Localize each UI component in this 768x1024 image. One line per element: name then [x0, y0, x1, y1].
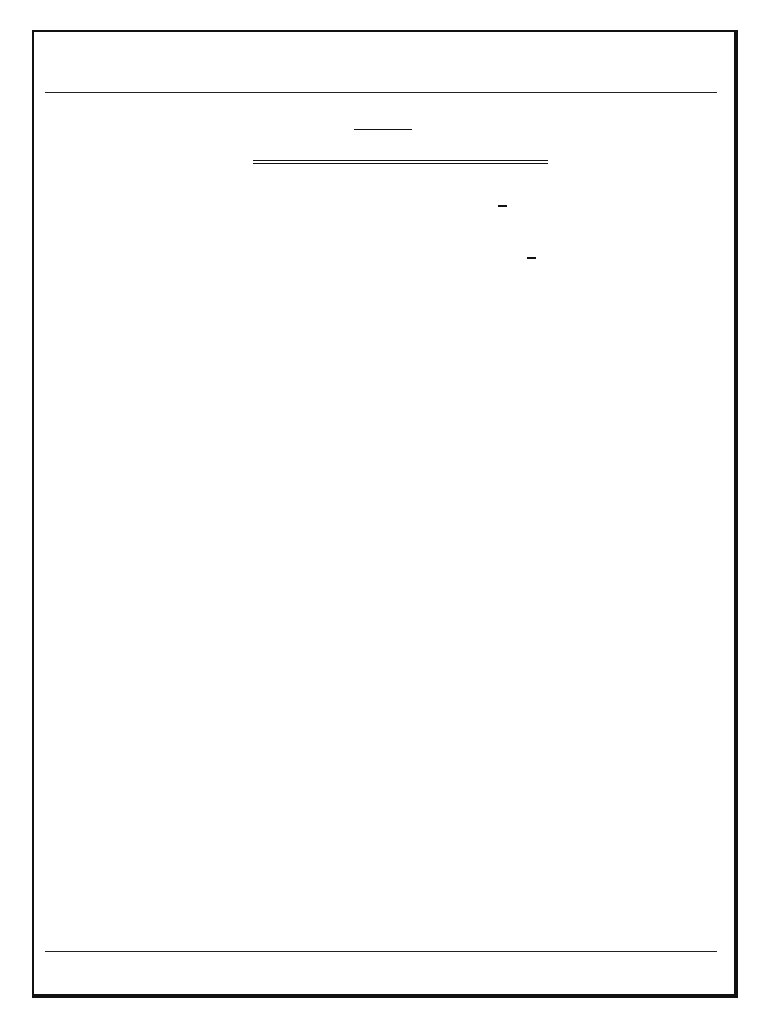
header-rule [45, 92, 717, 93]
subtitle-double-underline [253, 160, 548, 164]
underscore-mark [498, 205, 507, 207]
footer-rule [45, 951, 717, 952]
underscore-mark [527, 257, 536, 259]
title-underline [354, 129, 412, 130]
page-border [32, 30, 738, 998]
section-body [46, 299, 714, 308]
